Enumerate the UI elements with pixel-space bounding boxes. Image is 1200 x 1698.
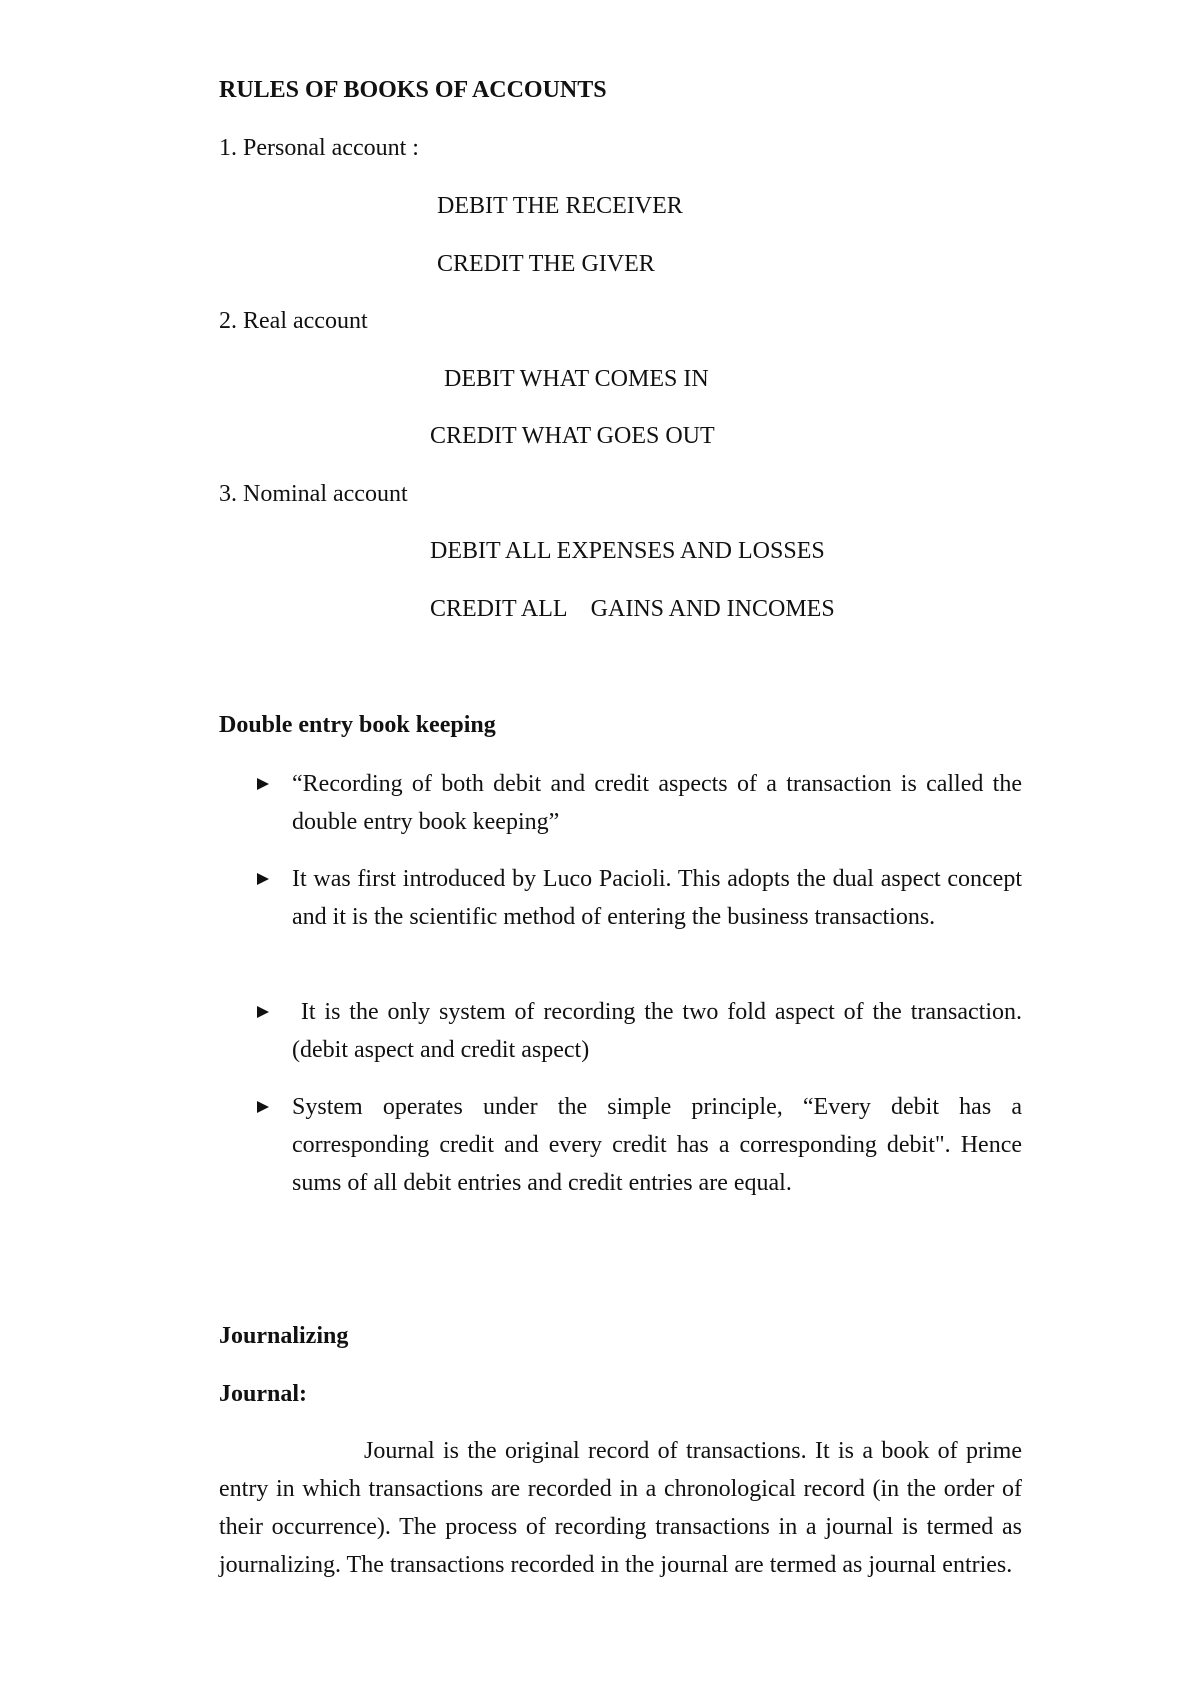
rule-debit-comes-in: DEBIT WHAT COMES IN [444, 366, 709, 392]
journalizing-heading: Journalizing [219, 1323, 349, 1349]
rule-credit-goes-out: CREDIT WHAT GOES OUT [430, 423, 715, 449]
account-heading-personal: 1. Personal account : [219, 135, 419, 161]
bullet-arrow-icon [257, 1101, 269, 1113]
bullet-arrow-icon [257, 873, 269, 885]
rule-debit-expenses: DEBIT ALL EXPENSES AND LOSSES [430, 538, 825, 564]
bullet-item-principle: System operates under the simple principle, “Every debit has a corresponding credit and every credit has a corresponding debit". Hence sums of all debit entries and credit entries are equal. [292, 1094, 1022, 1196]
bullet-arrow-icon [257, 778, 269, 790]
double-entry-heading: Double entry book keeping [219, 712, 496, 738]
rule-credit-giver: CREDIT THE GIVER [437, 251, 655, 277]
journal-paragraph: Journal is the original record of transactions. It is a book of prime entry in which transactions are recorded in a chronological record (in the order of their occurrence). The process of recording transactions in a journal is termed as journalizing. The transactions recorded in the journal are termed as journal entries. [219, 1438, 1022, 1578]
rule-debit-receiver: DEBIT THE RECEIVER [437, 193, 683, 219]
bullet-item-origin: It was first introduced by Luco Pacioli. This adopts the dual aspect concept and it is the scientific method of entering the business transactions. [292, 866, 1022, 930]
rule-credit-gains: CREDIT ALL GAINS AND INCOMES [430, 596, 835, 622]
account-heading-nominal: 3. Nominal account [219, 481, 408, 507]
bullet-arrow-icon [257, 1006, 269, 1018]
bullet-item-definition: “Recording of both debit and credit aspects of a transaction is called the double entry book keeping” [292, 771, 1022, 835]
journal-subheading: Journal: [219, 1381, 308, 1407]
bullet-item-two-fold: It is the only system of recording the two fold aspect of the transaction. (debit aspect and credit aspect) [292, 999, 1029, 1063]
page-title: RULES OF BOOKS OF ACCOUNTS [219, 77, 607, 103]
account-heading-real: 2. Real account [219, 308, 368, 334]
